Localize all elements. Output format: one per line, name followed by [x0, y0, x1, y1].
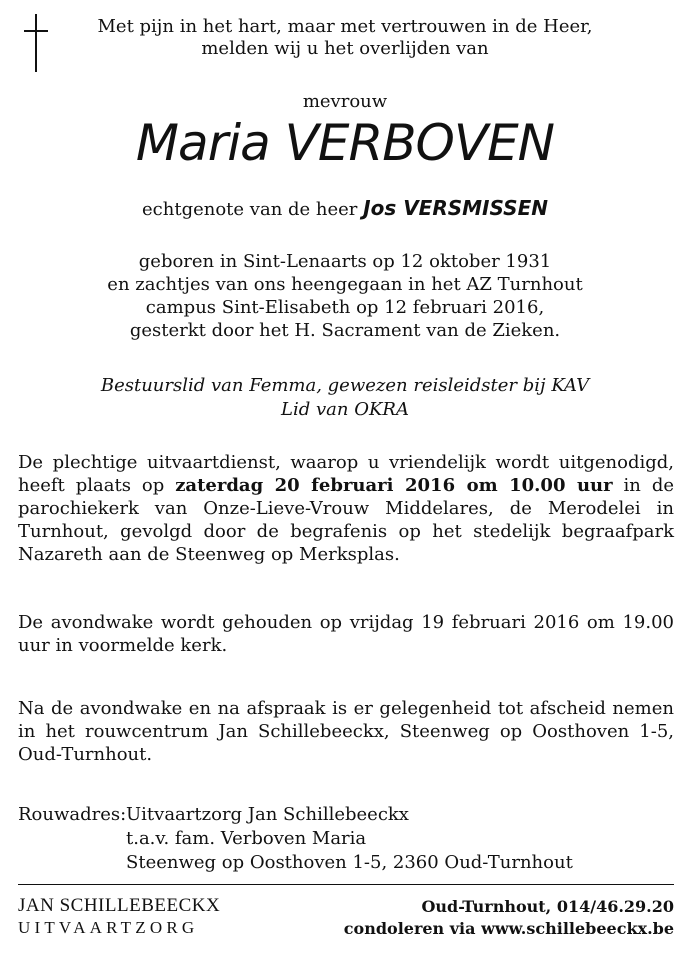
cross-icon	[22, 14, 50, 74]
spouse-prefix: echtgenote van de heer	[142, 199, 358, 220]
deceased-title: mevrouw	[302, 91, 388, 112]
wake-paragraph: De avondwake wordt gehouden op vrijdag 19 februari 2016 om 19.00 uur in voormelde kerk.	[18, 612, 674, 656]
mourning-address	[18, 803, 573, 875]
cross-vertical-bar	[35, 14, 37, 72]
birth-death-details	[0, 250, 690, 342]
funeral-date: zaterdag 20 februari 2016 om 10.00 uur	[175, 475, 613, 496]
address-label: Rouwadres:	[18, 804, 127, 825]
brand-subtitle: UITVAARTZORG	[18, 918, 199, 937]
contact-phone: Oud-Turnhout, 014/46.29.20	[421, 897, 674, 916]
contact-website: condoleren via www.schillebeeckx.be	[343, 919, 674, 938]
funeral-home-logo	[18, 895, 220, 939]
address-line-1: Uitvaartzorg Jan Schillebeeckx	[126, 804, 409, 825]
birth-line-1: geboren in Sint-Lenaarts op 12 oktober 1931	[138, 251, 552, 272]
spouse-line	[0, 196, 690, 222]
farewell-paragraph: Na de avondwake en na afspraak is er gelegenheid tot afscheid nemen in het rouwcentrum Jan Schillebeeckx, Steenweg op Oosthoven 1-5, Oud-Turnhout.	[18, 698, 674, 765]
deceased-name: Maria VERBOVEN	[135, 114, 555, 172]
intro-line-2: melden wij u het overlijden van	[201, 38, 489, 59]
footer-divider	[18, 884, 674, 885]
birth-line-4: gesterkt door het H. Sacrament van de Zieken.	[129, 320, 561, 341]
roles	[0, 374, 690, 422]
roles-line-2: Lid van OKRA	[281, 399, 409, 420]
roles-line-1: Bestuurslid van Femma, gewezen reisleidster bij KAV	[100, 375, 590, 396]
spouse-name: Jos VERSMISSEN	[363, 196, 548, 220]
intro-line-1: Met pijn in het hart, maar met vertrouwen in de Heer,	[97, 16, 593, 37]
address-line-3: Steenweg op Oosthoven 1-5, 2360 Oud-Turnhout	[126, 852, 573, 873]
funeral-text-before: De plechtige uitvaartdienst, waarop u vriendelijk wordt uitgenodigd, heeft plaats op	[18, 452, 674, 496]
birth-line-2: en zachtjes van ons heengegaan in het AZ Turnhout	[107, 274, 583, 295]
brand-name: JAN SCHILLEBEECKX	[18, 895, 221, 916]
cross-horizontal-bar	[24, 30, 48, 32]
birth-line-3: campus Sint-Elisabeth op 12 februari 2016,	[145, 297, 545, 318]
funeral-text-after: in de parochiekerk van Onze-Lieve-Vrouw Middelares, de Merodelei in Turnhout, gevolgd door de begrafenis op het stedelijk begraafpark Nazareth aan de Steenweg op Merksplas.	[18, 475, 675, 565]
intro-text	[60, 16, 630, 60]
footer-contact	[344, 896, 674, 940]
funeral-paragraph	[18, 451, 674, 566]
address-line-2: t.a.v. fam. Verboven Maria	[126, 828, 367, 849]
